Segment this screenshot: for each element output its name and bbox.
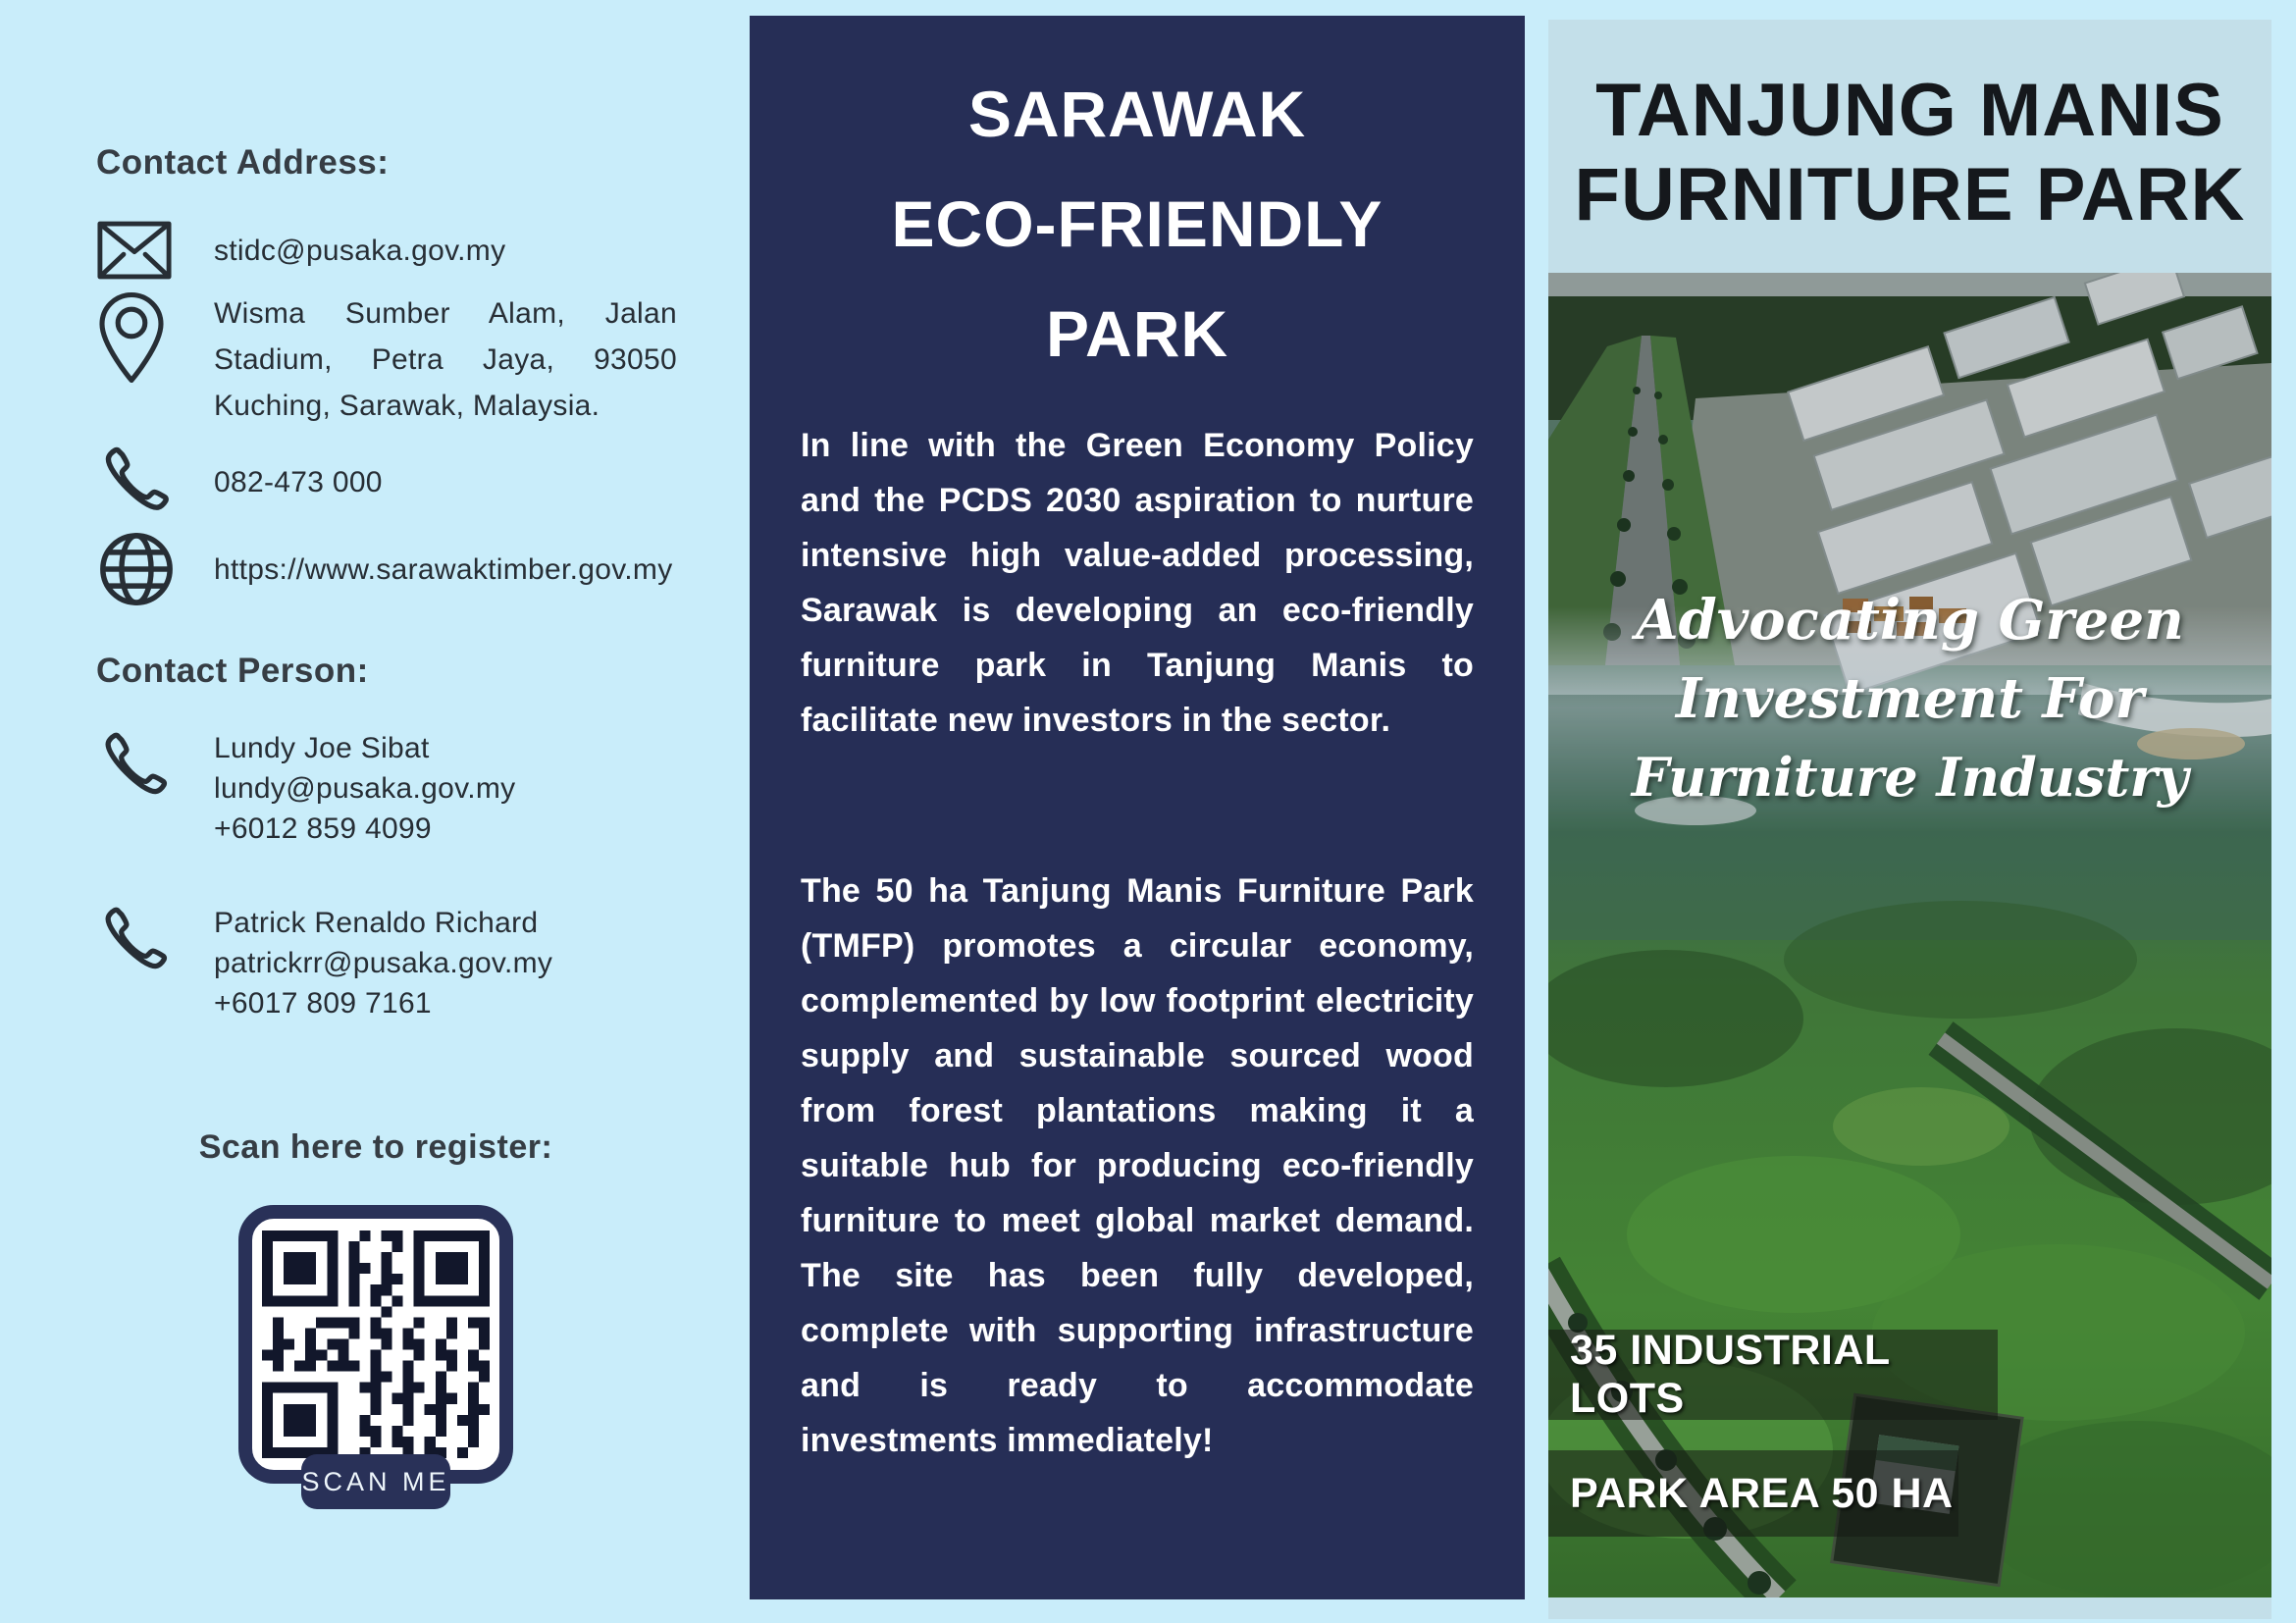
address-line: Stadium, Petra Jaya, 93050 [214,343,677,376]
intro-panel [750,16,1525,1599]
person-1-details [214,728,515,849]
intro-title-line2: ECO-FRIENDLY PARK [891,187,1383,370]
scan-heading: Scan here to register: [198,1128,553,1166]
person-email: patrickrr@pusaka.gov.my [214,947,553,979]
intro-paragraph-2: The 50 ha Tanjung Manis Furniture Park (TMFP) promotes a circular economy, complemented by low footprint electricity supply and sustainable sourced wood from forest plantations making it a suitable hub for producing eco-friendly furniture to meet global market demand. The site has been fully developed, complete with supporting infrastructure and is ready to accommodate investments immediately! [801,872,1474,1459]
address-line: Kuching, Sarawak, Malaysia. [214,390,600,422]
photo-caption-line2: Furniture Industry [1631,746,2189,809]
email-icon [96,220,214,281]
person-2-details [214,903,552,1023]
stat-industrial-lots-label: 35 INDUSTRIAL LOTS [1570,1327,1890,1422]
phone-row [96,440,685,524]
photo-caption [1548,581,2271,816]
person-name: Patrick Renaldo Richard [214,907,539,939]
email-row [96,218,685,283]
qr-code [238,1205,513,1496]
contact-person-heading: Contact Person: [96,652,369,690]
cover-title [1548,20,2271,237]
contact-person-2 [96,903,685,1023]
scan-me-badge: SCAN ME [301,1454,450,1509]
contact-person-1 [96,728,685,849]
address-value [214,290,677,429]
stat-industrial-lots [1548,1327,1998,1422]
phone-icon [96,903,214,1023]
photo-caption-line1: Advocating Green Investment For [1636,588,2184,731]
person-name: Lundy Joe Sibat [214,732,430,764]
intro-title [801,59,1474,389]
website-value: https://www.sarawaktimber.gov.my [214,552,673,586]
intro-title-line1: SARAWAK [967,78,1307,150]
location-pin-icon [96,290,214,429]
phone-icon [96,443,214,521]
phone-icon [96,728,214,849]
stat-park-area-label: PARK AREA 50 HA [1570,1469,1954,1517]
address-line: Wisma Sumber Alam, Jalan [214,297,677,330]
stat-park-area [1548,1450,1958,1537]
person-phone: +6017 809 7161 [214,987,432,1020]
globe-icon [96,529,214,609]
website-row [96,526,685,612]
contact-address-heading: Contact Address: [96,143,390,182]
cover-panel [1548,20,2271,1619]
contact-panel [0,0,750,1623]
address-row [96,290,685,429]
cover-title-line2: FURNITURE PARK [1574,153,2246,236]
qr-pattern [262,1229,490,1460]
intro-paragraph-1: In line with the Green Economy Policy and the PCDS 2030 aspiration to nurture intensive high value-added processing, Sarawak is developing an eco-friendly furniture park in Tanjung Manis to facilitate new investors in the sector. [801,427,1474,739]
person-email: lundy@pusaka.gov.my [214,772,516,805]
person-phone: +6012 859 4099 [214,812,432,845]
email-value: stidc@pusaka.gov.my [214,234,506,267]
cover-title-line1: TANJUNG MANIS [1595,69,2224,152]
phone-value: 082-473 000 [214,465,383,498]
aerial-photo [1548,273,2271,1597]
